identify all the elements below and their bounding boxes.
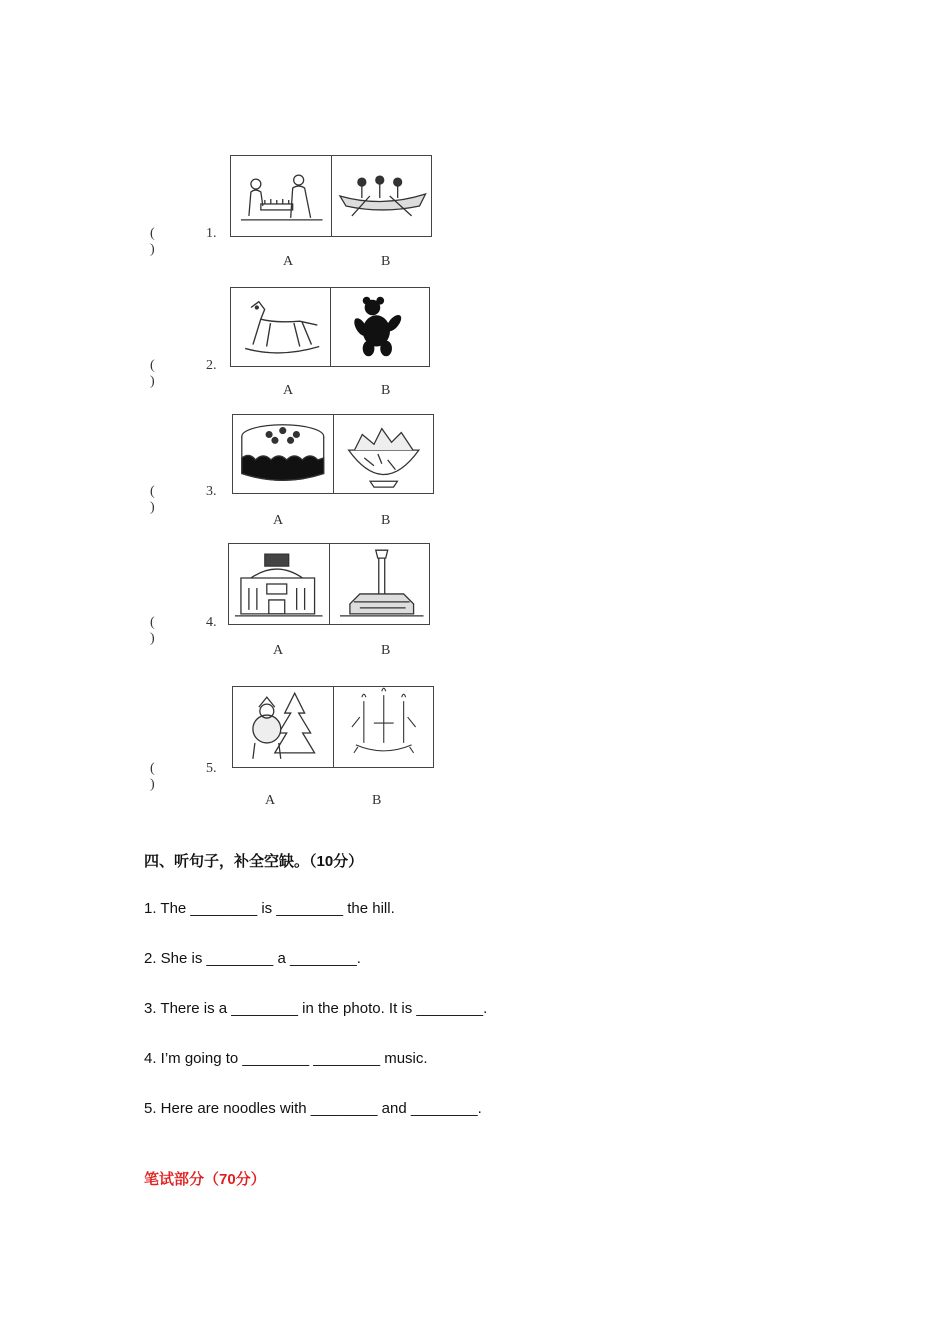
- answer-bracket[interactable]: ( ): [150, 358, 155, 389]
- fill-blank-line-4: 4. I’m going to ________ ________ music.: [144, 1050, 428, 1067]
- santa-christmas-tree-icon: [233, 687, 333, 767]
- rowing-boat-icon: [331, 156, 432, 236]
- option-a-label: A: [273, 513, 284, 528]
- option-b-label: B: [381, 254, 391, 269]
- picture-frame: [232, 686, 434, 768]
- cake-icon: [233, 415, 333, 493]
- picture-frame: [232, 414, 434, 494]
- supermarket-building-icon: [229, 544, 329, 624]
- option-a-label: A: [265, 793, 276, 808]
- option-b-label: B: [381, 383, 391, 398]
- question-number: 5.: [206, 761, 217, 776]
- option-a-label: A: [283, 383, 294, 398]
- option-b-label: B: [372, 793, 382, 808]
- fill-blank-line-1: 1. The ________ is ________ the hill.: [144, 900, 395, 917]
- written-section-title: 笔试部分（70分）: [144, 1171, 266, 1188]
- answer-bracket[interactable]: ( ): [150, 226, 155, 257]
- tower-building-icon: [329, 544, 430, 624]
- christmas-candles-icon: [333, 687, 434, 767]
- option-a-label: A: [273, 643, 284, 658]
- answer-bracket[interactable]: ( ): [150, 615, 155, 646]
- option-a-label: A: [283, 254, 294, 269]
- section-4-title: 四、听句子，补全空缺。（10分）: [144, 853, 364, 870]
- fill-blank-line-2: 2. She is ________ a ________.: [144, 950, 361, 967]
- bowl-of-food-icon: [333, 415, 434, 493]
- answer-bracket[interactable]: ( ): [150, 484, 155, 515]
- question-number: 3.: [206, 484, 217, 499]
- fill-blank-line-5: 5. Here are noodles with ________ and ________.: [144, 1100, 482, 1117]
- option-b-label: B: [381, 513, 391, 528]
- chess-players-icon: [231, 156, 331, 236]
- teddy-bear-icon: [330, 288, 430, 366]
- picture-frame: [230, 287, 430, 367]
- fill-blank-line-3: 3. There is a ________ in the photo. It is ________.: [144, 1000, 488, 1017]
- question-number: 2.: [206, 358, 217, 373]
- question-number: 1.: [206, 226, 217, 241]
- question-number: 4.: [206, 615, 217, 630]
- answer-bracket[interactable]: ( ): [150, 761, 155, 792]
- picture-frame: [228, 543, 430, 625]
- horse-icon: [231, 288, 330, 366]
- option-b-label: B: [381, 643, 391, 658]
- picture-frame: [230, 155, 432, 237]
